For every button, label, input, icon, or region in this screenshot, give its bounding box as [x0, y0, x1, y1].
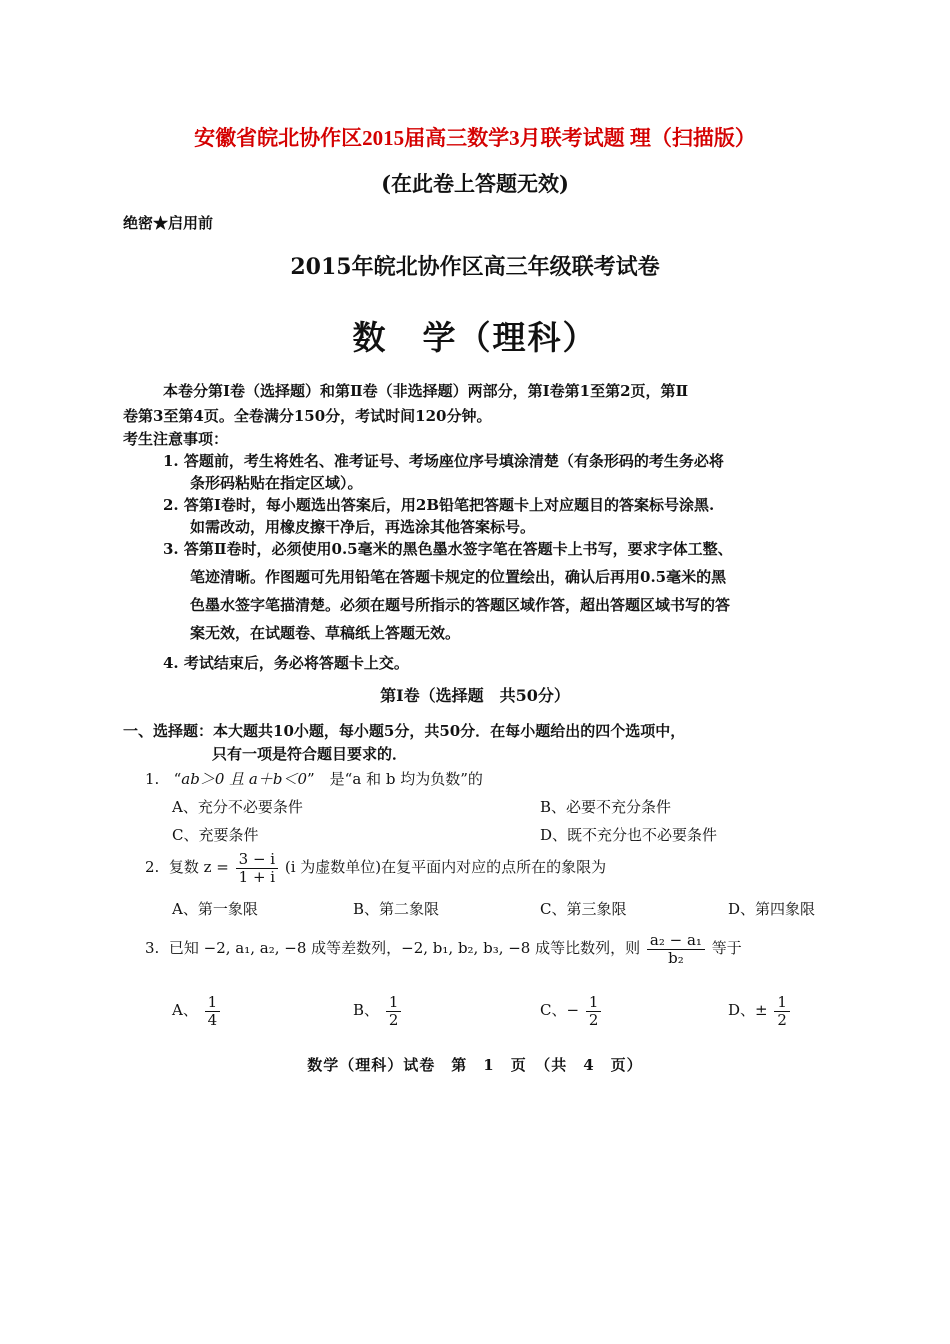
confidential-mark: 绝密★启用前	[123, 214, 214, 232]
question-number: 2.	[145, 858, 160, 876]
note-4: 4. 考试结束后，务必将答题卡上交。	[163, 654, 409, 672]
page-footer: 数学（理科）试卷 第 1 页 （共 4 页）	[307, 1056, 643, 1074]
question-2-option-a: A、第一象限	[172, 900, 258, 918]
option-label: C、	[540, 1001, 567, 1019]
note-3-line-a: 3. 答第Ⅱ卷时，必须使用0.5毫米的黑色墨水签字笔在答题卡上书写，要求字体工整、	[163, 540, 733, 558]
subject-title: 数 学（理科）	[352, 318, 598, 357]
question-2-option-c: C、第三象限	[540, 900, 627, 918]
invalid-answer-notice: (在此卷上答题无效)	[381, 171, 569, 196]
fraction-denominator: 1 + i	[238, 867, 276, 886]
question-3-option-a	[172, 994, 222, 1028]
question-3-option-b	[353, 994, 403, 1028]
fraction-denominator: 2	[777, 1010, 787, 1029]
section-1-title: 第Ⅰ卷（选择题 共50分）	[380, 686, 570, 705]
question-2-stem-pre: 复数 z =	[168, 858, 229, 876]
fraction-numerator: a₂ − a₁	[647, 932, 705, 950]
question-3-stem-pre: 已知 −2, a₁, a₂, −8 成等差数列，−2, b₁, b₂, b₃, −8 成等比数列，则	[168, 939, 641, 957]
note-2-line-b: 如需改动，用橡皮擦干净后，再选涂其他答案标号。	[190, 518, 536, 536]
option-sign: −	[566, 1001, 580, 1019]
fraction-denominator: 4	[207, 1010, 218, 1029]
question-1-option-d: D、既不充分也不必要条件	[540, 826, 718, 844]
note-3-line-c: 色墨水签字笔描清楚。必须在题号所指示的答题区域作答，超出答题区域书写的答	[190, 596, 731, 614]
intro-line-2: 卷第3至第4页。全卷满分150分，考试时间120分钟。	[123, 407, 492, 425]
exam-title: 2015年皖北协作区高三年级联考试卷	[290, 254, 660, 280]
option-fraction	[386, 994, 402, 1028]
question-2-option-b: B、第二象限	[353, 900, 440, 918]
question-1-option-b: B、必要不充分条件	[540, 798, 672, 816]
fraction-numerator: 1	[205, 994, 221, 1012]
document-red-title: 安徽省皖北协作区2015届高三数学3月联考试题 理（扫描版）	[194, 126, 756, 150]
question-number: 1.	[145, 770, 160, 788]
option-label: B、	[353, 1001, 380, 1019]
question-3-stem	[145, 932, 742, 966]
note-3-line-d: 案无效，在试题卷、草稿纸上答题无效。	[190, 624, 461, 642]
note-2-line-a: 2. 答第Ⅰ卷时，每小题选出答案后，用2B铅笔把答题卡上对应题目的答案标号涂黑.	[163, 496, 715, 514]
question-2-stem	[145, 851, 606, 885]
question-1-stem-pre: “	[173, 770, 182, 788]
note-1-line-b: 条形码粘贴在指定区域）。	[190, 474, 363, 492]
question-3-option-c	[540, 994, 603, 1028]
question-3-option-d	[728, 994, 792, 1028]
section-instruction-b: 只有一项是符合题目要求的．	[212, 745, 408, 763]
fraction-numerator: 1	[774, 994, 790, 1012]
notes-heading: 考生注意事项：	[123, 430, 229, 448]
option-fraction	[205, 994, 221, 1028]
option-label: D、	[728, 1001, 756, 1019]
fraction-numerator: 1	[386, 994, 402, 1012]
question-2-stem-post: (i 为虚数单位)在复平面内对应的点所在的象限为	[284, 858, 607, 876]
question-1-stem-post: ” 是“a 和 b 均为负数”的	[307, 770, 483, 788]
option-fraction	[774, 994, 790, 1028]
section-instruction-a: 一、选择题：本大题共10小题，每小题5分，共50分．在每小题给出的四个选项中，	[123, 722, 686, 740]
intro-line-1: 本卷分第Ⅰ卷（选择题）和第Ⅱ卷（非选择题）两部分，第Ⅰ卷第1至第2页，第Ⅱ	[163, 382, 689, 400]
question-3-fraction	[647, 932, 705, 966]
question-3-stem-post: 等于	[711, 939, 742, 957]
option-sign: ±	[755, 1001, 768, 1019]
fraction-denominator: 2	[388, 1010, 399, 1029]
question-number: 3.	[145, 939, 160, 957]
fraction-numerator: 3 − i	[236, 851, 278, 869]
question-1-option-a: A、充分不必要条件	[172, 798, 303, 816]
fraction-denominator: b₂	[668, 948, 684, 967]
option-label: A、	[172, 1001, 198, 1019]
question-1-stem	[145, 768, 483, 789]
option-fraction	[586, 994, 602, 1028]
note-1-line-a: 1. 答题前，考生将姓名、准考证号、考场座位序号填涂清楚（有条形码的考生务必将	[163, 452, 724, 470]
fraction-denominator: 2	[588, 1010, 599, 1029]
question-2-option-d: D、第四象限	[728, 900, 816, 918]
question-2-fraction	[236, 851, 278, 885]
question-1-option-c: C、充要条件	[172, 826, 259, 844]
question-1-condition: ab＞0 且 a＋b＜0	[181, 770, 308, 788]
note-3-line-b: 笔迹清晰。作图题可先用铅笔在答题卡规定的位置绘出，确认后再用0.5毫米的黑	[190, 568, 727, 586]
fraction-numerator: 1	[586, 994, 602, 1012]
